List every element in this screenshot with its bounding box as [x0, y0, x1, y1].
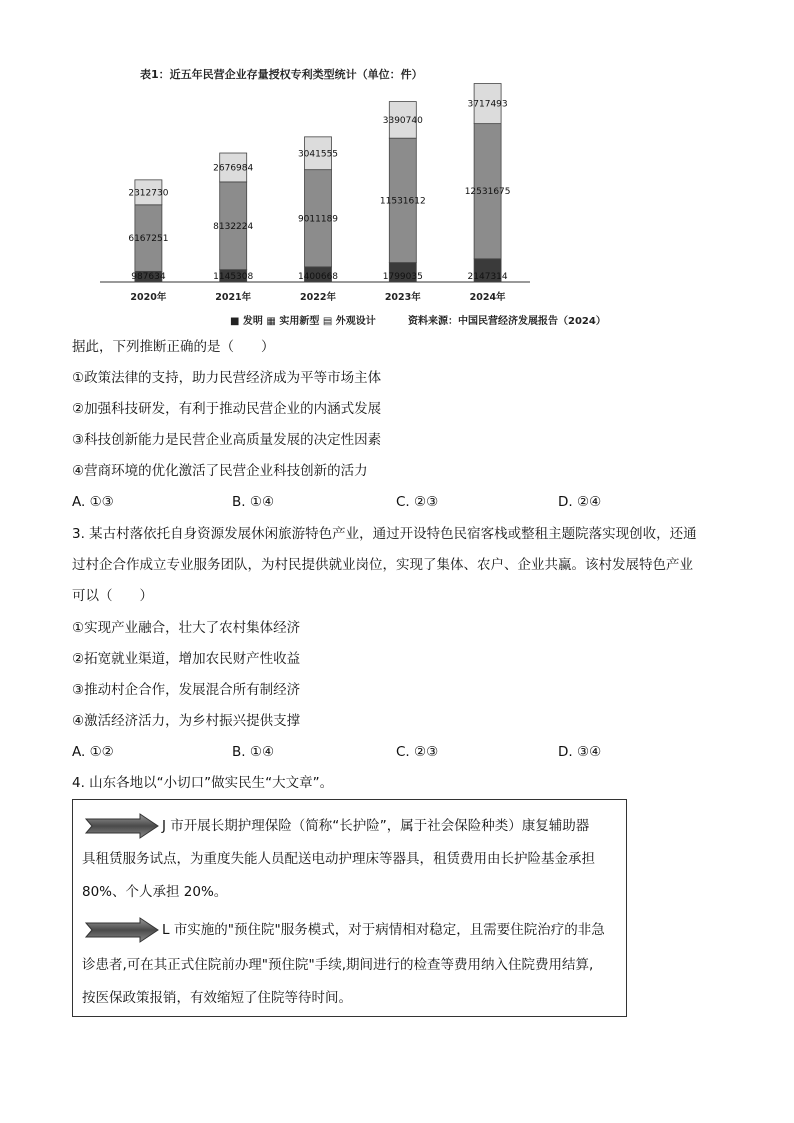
- data-label: 2312730: [128, 188, 169, 199]
- data-label: 2147314: [467, 272, 508, 282]
- q3-stem-line-1: 3. 某古村落依托自身资源发展休闲旅游特色产业，通过开设特色民宿客栈或整租主题院落实现创收，还通: [72, 526, 697, 542]
- legend: ■ 发明 ▦ 实用新型 ▤ 外观设计: [230, 316, 376, 327]
- q3-item-1: ①实现产业融合，壮大了农村集体经济: [72, 620, 301, 636]
- q2-option-c[interactable]: C. ②③: [396, 494, 439, 510]
- arrow-icon: [84, 917, 160, 943]
- chart-svg: [100, 60, 640, 335]
- q2-item-1: ①政策法律的支持，助力民营经济成为平等市场主体: [72, 370, 382, 386]
- q3-option-d[interactable]: D. ③④: [558, 744, 602, 760]
- q2-item-2: ②加强科技研发，有利于推动民营企业的内涵式发展: [72, 401, 382, 417]
- data-label: 11531612: [379, 196, 426, 207]
- data-label: 3041555: [297, 149, 339, 160]
- chart-title: 表1：近五年民营企业存量授权专利类型统计（单位：件）: [140, 68, 423, 81]
- data-label: 3390740: [382, 115, 423, 126]
- data-label: 6167251: [128, 234, 169, 245]
- data-label: 1145308: [213, 272, 254, 282]
- x-tick-label: 2022年: [300, 292, 336, 303]
- q2-option-a[interactable]: A. ①③: [72, 494, 114, 510]
- data-label: 2676984: [213, 163, 254, 174]
- q3-option-c[interactable]: C. ②③: [396, 744, 439, 760]
- q3-item-4: ④激活经济活力，为乡村振兴提供支撑: [72, 713, 301, 729]
- source-note: 资料来源：中国民营经济发展报告（2024）: [408, 316, 606, 327]
- data-label: 1400668: [297, 272, 339, 282]
- q4-stem: 4. 山东各地以“小切口”做实民生“大文章”。: [72, 775, 334, 791]
- patent-chart: [100, 60, 640, 335]
- q2-option-b[interactable]: B. ①④: [232, 494, 275, 510]
- data-label: 8132224: [213, 221, 254, 232]
- data-label: 987634: [131, 272, 166, 282]
- q3-item-2: ②拓宽就业渠道，增加农民财产性收益: [72, 651, 301, 667]
- data-label: 1799035: [382, 272, 423, 282]
- q3-item-3: ③推动村企合作，发展混合所有制经济: [72, 682, 301, 698]
- x-tick-label: 2024年: [469, 292, 506, 303]
- q2-option-d[interactable]: D. ②④: [558, 494, 602, 510]
- x-tick-label: 2023年: [384, 292, 421, 303]
- x-tick-label: 2020年: [130, 292, 167, 303]
- box-p1-line-3: 80%、个人承担 20%。: [82, 884, 228, 900]
- data-label: 9011189: [297, 214, 339, 225]
- data-label: 12531675: [464, 187, 511, 198]
- q3-stem-line-3: 可以（ ）: [72, 588, 153, 604]
- q3-option-a[interactable]: A. ①②: [72, 744, 114, 760]
- x-tick-label: 2021年: [215, 292, 252, 303]
- arrow-icon: [84, 813, 160, 839]
- q3-stem-line-2: 过村企合作成立专业服务团队，为村民提供就业岗位，实现了集体、农户、企业共赢。该村发展特色产业: [72, 557, 693, 573]
- data-label: 3717493: [467, 99, 508, 110]
- q3-option-b[interactable]: B. ①④: [232, 744, 275, 760]
- box-p1-line-2: 具租赁服务试点，为重度失能人员配送电动护理床等器具，租赁费用由长护险基金承担: [82, 851, 595, 867]
- q2-item-4: ④营商环境的优化激活了民营企业科技创新的活力: [72, 463, 368, 479]
- box-p2-line-1: L 市实施的"预住院"服务模式，对于病情相对稳定，且需要住院治疗的非急: [162, 922, 605, 938]
- q2-stem: 据此，下列推断正确的是（ ）: [72, 339, 275, 355]
- box-p1-line-1: J 市开展长期护理保险（简称“长护险”，属于社会保险种类）康复辅助器: [162, 818, 590, 834]
- box-p2-line-3: 按医保政策报销，有效缩短了住院等待时间。: [82, 990, 352, 1006]
- box-p2-line-2: 诊患者,可在其正式住院前办理"预住院"手续,期间进行的检查等费用纳入住院费用结算,: [82, 957, 594, 973]
- q2-item-3: ③科技创新能力是民营企业高质量发展的决定性因素: [72, 432, 382, 448]
